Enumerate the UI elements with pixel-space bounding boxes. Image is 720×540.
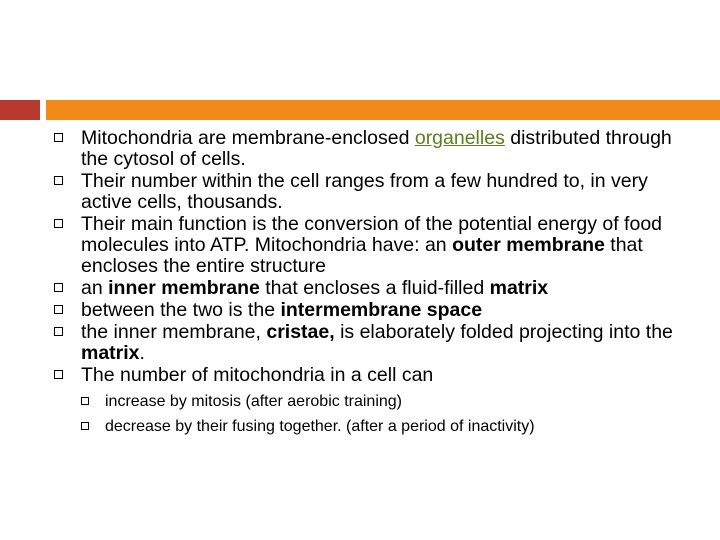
bullet-item: The number of mitochondria in a cell can increase by mitosis (after aerobic training) decrease by their fusing together. (after a period of inactivity) [54,365,694,439]
bullet-list [54,128,694,439]
square-bullet-icon [54,133,63,142]
slide-content [54,128,694,440]
title-bar-accent-left [0,100,40,120]
square-bullet-icon [54,305,63,314]
sub-bullet-item: decrease by their fusing together. (after a period of inactivity) [81,414,694,439]
square-bullet-icon [54,370,63,379]
square-bullet-icon [54,219,63,228]
sub-bullet-list [81,389,694,439]
square-bullet-icon [54,327,63,336]
bullet-item: between the two is the intermembrane space [54,300,694,321]
square-bullet-icon [81,422,89,430]
sub-bullet-item: increase by mitosis (after aerobic training) [81,389,694,414]
bullet-item: an inner membrane that encloses a fluid-filled matrix [54,278,694,299]
bullet-item: Mitochondria are membrane-enclosed organelles distributed through the cytosol of cells. [54,128,694,170]
square-bullet-icon [54,176,63,185]
square-bullet-icon [54,283,63,292]
bullet-item: Their main function is the conversion of the potential energy of food molecules into ATP. Mitochondria have: an outer membrane that encloses the entire structure [54,214,694,277]
bullet-item: Their number within the cell ranges from a few hundred to, in very active cells, thousands. [54,171,694,213]
bullet-item: the inner membrane, cristae, is elaborately folded projecting into the matrix. [54,322,694,364]
organelles-link[interactable]: organelles [414,127,505,149]
square-bullet-icon [81,397,89,405]
title-bar-accent-right [46,100,720,120]
